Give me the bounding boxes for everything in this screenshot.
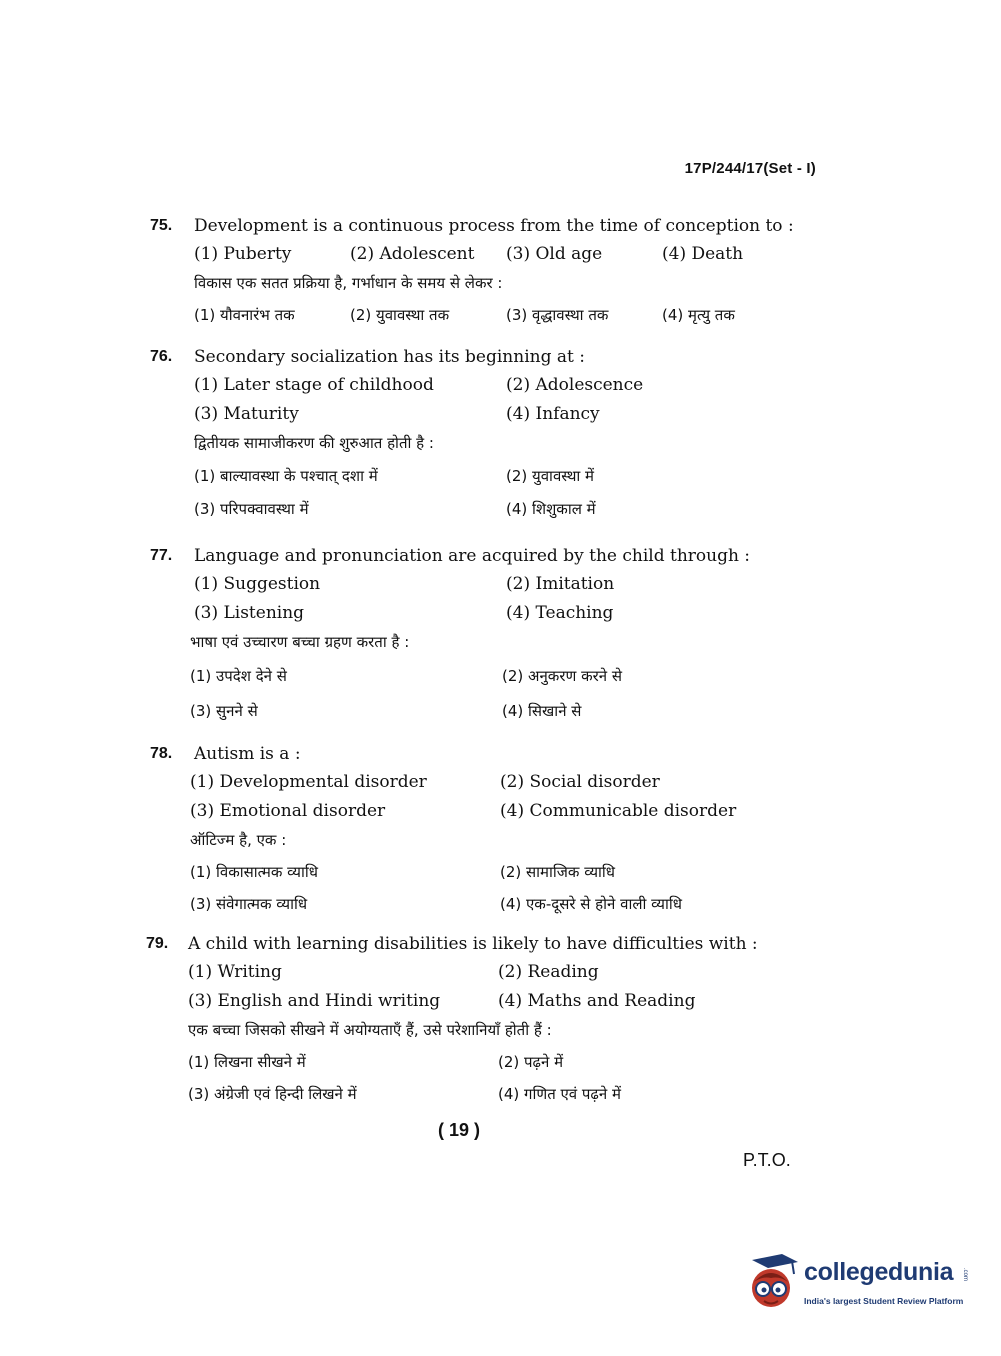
option-1: (1) Puberty	[194, 244, 292, 264]
page-number: ( 19 )	[438, 1120, 481, 1140]
hindi-question-text: द्वितीयक सामाजीकरण की शुरुआत होती है :	[194, 434, 434, 452]
hindi-option-2: (2) युवावस्था में	[506, 467, 595, 485]
option-3: (3) English and Hindi writing	[188, 991, 441, 1011]
question-number: 77.	[150, 547, 173, 564]
option-1: (1) Suggestion	[194, 574, 321, 594]
mascot-icon	[742, 1252, 800, 1312]
hindi-option-1: (1) विकासात्मक व्याधि	[190, 863, 318, 881]
option-1: (1) Later stage of childhood	[194, 375, 434, 395]
question-text: A child with learning disabilities is likely to have difficulties with :	[188, 934, 758, 954]
hindi-option-3: (3) संवेगात्मक व्याधि	[190, 895, 308, 913]
question-77	[150, 542, 750, 726]
option-4: (4) Maths and Reading	[498, 991, 696, 1011]
option-4: (4) Infancy	[506, 404, 600, 424]
question-75	[150, 212, 794, 330]
brand-domain: .com	[962, 1268, 968, 1282]
hindi-option-4: (4) मृत्यु तक	[662, 306, 735, 324]
option-4: (4) Teaching	[506, 603, 614, 623]
question-79	[146, 930, 758, 1109]
hindi-question-text: ऑटिज्म है, एक :	[190, 831, 287, 849]
question-76	[150, 343, 750, 524]
option-2: (2) Adolescent	[350, 244, 475, 264]
question-text: Autism is a :	[194, 744, 301, 764]
paper-code: 17P/244/17(Set - I)	[684, 160, 816, 177]
hindi-option-2: (2) अनुकरण करने से	[502, 667, 622, 685]
option-1: (1) Developmental disorder	[190, 772, 427, 792]
collegedunia-watermark	[742, 1250, 972, 1316]
hindi-option-2: (2) युवावस्था तक	[350, 306, 450, 324]
hindi-option-4: (4) सिखाने से	[502, 702, 582, 720]
option-2: (2) Reading	[498, 962, 599, 982]
pto-label: P.T.O.	[743, 1150, 791, 1170]
hindi-option-3: (3) अंग्रेजी एवं हिन्दी लिखने में	[188, 1085, 357, 1103]
hindi-option-3: (3) वृद्धावस्था तक	[506, 306, 609, 324]
question-number: 78.	[150, 745, 173, 762]
question-78	[150, 740, 750, 919]
hindi-option-1: (1) उपदेश देने से	[190, 667, 287, 685]
hindi-option-3: (3) सुनने से	[190, 702, 258, 720]
question-number: 76.	[150, 348, 173, 365]
hindi-option-1: (1) बाल्यावस्था के पश्चात् दशा में	[194, 467, 378, 485]
option-2: (2) Social disorder	[500, 772, 660, 792]
hindi-option-1: (1) लिखना सीखने में	[188, 1053, 306, 1071]
option-2: (2) Adolescence	[506, 375, 644, 395]
option-3: (3) Listening	[194, 603, 305, 623]
hindi-option-1: (1) यौवनारंभ तक	[194, 306, 295, 324]
option-2: (2) Imitation	[506, 574, 615, 594]
brand-name: collegedunia	[804, 1258, 954, 1286]
option-3: (3) Maturity	[194, 404, 299, 424]
hindi-option-2: (2) सामाजिक व्याधि	[500, 863, 616, 881]
option-3: (3) Emotional disorder	[190, 801, 386, 821]
question-number: 79.	[146, 935, 169, 952]
hindi-option-2: (2) पढ़ने में	[498, 1053, 564, 1071]
brand-tagline: India's largest Student Review Platform	[804, 1296, 964, 1306]
question-number: 75.	[150, 217, 173, 234]
option-4: (4) Death	[662, 244, 744, 264]
option-3: (3) Old age	[506, 244, 603, 264]
hindi-option-4: (4) गणित एवं पढ़ने में	[498, 1085, 621, 1103]
question-text: Development is a continuous process from the time of conception to :	[194, 216, 794, 236]
hindi-question-text: विकास एक सतत प्रक्रिया है, गर्भाधान के समय से लेकर :	[194, 274, 503, 292]
option-1: (1) Writing	[188, 962, 282, 982]
question-text: Language and pronunciation are acquired by the child through :	[194, 546, 751, 566]
hindi-option-3: (3) परिपक्वावस्था में	[194, 500, 309, 518]
hindi-question-text: एक बच्चा जिसको सीखने में अयोग्यताएँ हैं, उसे परेशानियाँ होती हैं :	[188, 1021, 552, 1039]
hindi-option-4: (4) शिशुकाल में	[506, 500, 596, 518]
hindi-question-text: भाषा एवं उच्चारण बच्चा ग्रहण करता है :	[190, 633, 410, 651]
hindi-option-4: (4) एक-दूसरे से होने वाली व्याधि	[500, 895, 682, 913]
option-4: (4) Communicable disorder	[500, 801, 737, 821]
question-text: Secondary socialization has its beginning at :	[194, 347, 585, 367]
